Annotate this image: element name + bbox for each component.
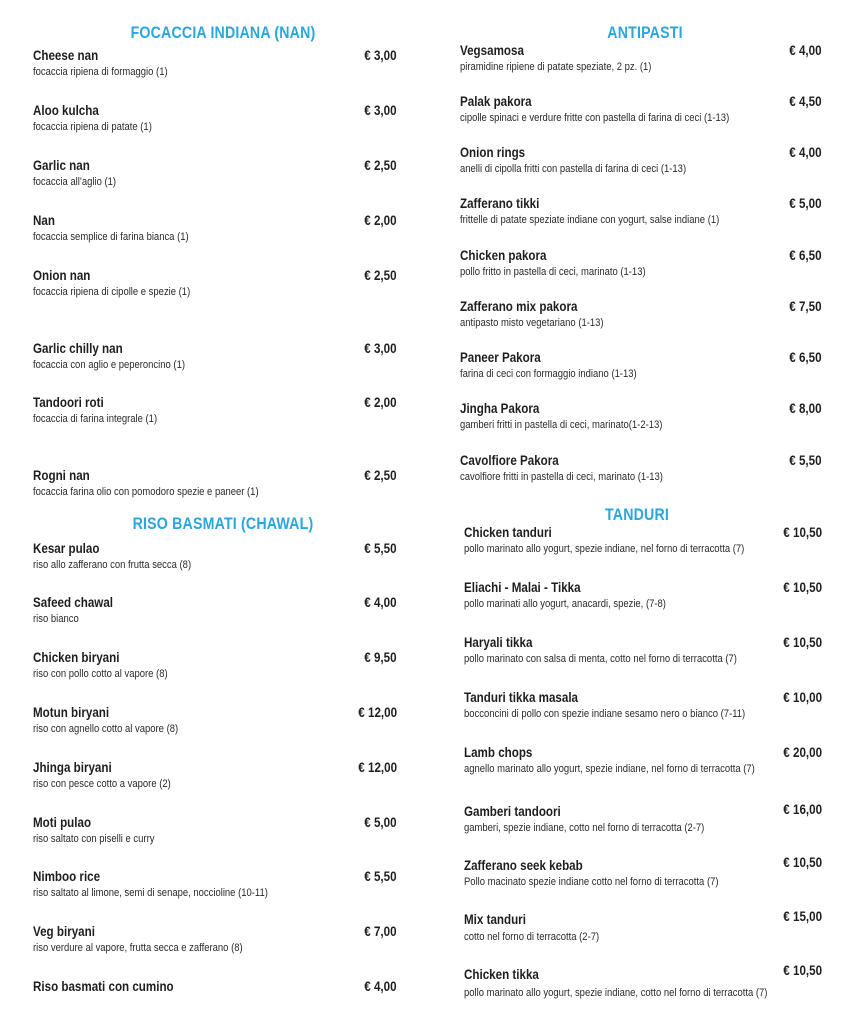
item-name: Chicken pakora	[460, 248, 547, 263]
item-name: Gamberi tandoori	[464, 804, 561, 819]
menu-item	[33, 541, 397, 581]
item-name: Lamb chops	[464, 745, 533, 760]
section-title-antipasti: ANTIPASTI	[607, 24, 683, 42]
menu-item	[464, 690, 822, 730]
menu-item	[460, 43, 822, 83]
item-price: € 4,00	[789, 43, 822, 58]
item-description: farina di ceci con formaggio indiano (1-13)	[460, 368, 637, 380]
item-price: € 2,50	[364, 468, 397, 483]
menu-item	[464, 909, 822, 949]
item-description: anelli di cipolla fritti con pastella di farina di ceci (1-13)	[460, 163, 687, 175]
item-name: Nimboo rice	[33, 869, 101, 884]
menu-item	[460, 401, 822, 441]
menu-item	[33, 395, 397, 435]
menu-item	[464, 802, 822, 842]
item-price: € 2,00	[364, 213, 397, 228]
item-name: Moti pulao	[33, 815, 92, 830]
item-name: Rogni nan	[33, 468, 90, 483]
item-price: € 10,50	[783, 580, 822, 595]
menu-item	[33, 705, 397, 745]
item-name: Zafferano seek kebab	[464, 858, 583, 873]
item-description: antipasto misto vegetariano (1-13)	[460, 317, 604, 329]
item-price: € 7,50	[789, 299, 822, 314]
item-description: pollo marinato con salsa di menta, cotto nel forno di terracotta (7)	[464, 653, 737, 665]
item-name: Palak pakora	[460, 94, 532, 109]
item-description: piramidine ripiene di patate speziate, 2 pz. (1)	[460, 61, 652, 73]
section-title-focaccia: FOCACCIA INDIANA (NAN)	[130, 24, 316, 42]
menu-item	[33, 48, 397, 88]
item-price: € 8,00	[789, 401, 822, 416]
menu-item	[464, 525, 822, 565]
item-name: Zafferano tikki	[460, 196, 540, 211]
item-description: focaccia ripiena di patate (1)	[33, 121, 152, 133]
menu-item	[33, 595, 397, 635]
item-price: € 15,00	[783, 909, 822, 924]
item-name: Tanduri tikka masala	[464, 690, 579, 705]
item-price: € 12,00	[358, 760, 397, 775]
menu-item	[464, 963, 822, 1003]
item-description: pollo marinato allo yogurt, spezie indiane, nel forno di terracotta (7)	[464, 543, 745, 555]
item-description: riso allo zafferano con frutta secca (8)	[33, 559, 192, 571]
item-price: € 10,50	[783, 525, 822, 540]
item-description: riso bianco	[33, 613, 79, 625]
item-price: € 5,00	[789, 196, 822, 211]
item-description: pollo fritto in pastella di ceci, marinato (1-13)	[460, 266, 646, 278]
item-description: riso con pesce cotto a vapore (2)	[33, 778, 171, 790]
item-description: Pollo macinato spezie indiane cotto nel forno di terracotta (7)	[464, 876, 719, 888]
item-name: Safeed chawal	[33, 595, 114, 610]
menu-item	[464, 855, 822, 895]
menu-item	[460, 248, 822, 288]
item-description: focaccia farina olio con pomodoro spezie e paneer (1)	[33, 486, 259, 498]
item-price: € 5,50	[789, 453, 822, 468]
item-name: Chicken tanduri	[464, 525, 552, 540]
menu-item	[464, 635, 822, 675]
item-price: € 20,00	[783, 745, 822, 760]
item-name: Haryali tikka	[464, 635, 533, 650]
item-price: € 4,00	[364, 595, 397, 610]
item-name: Aloo kulcha	[33, 103, 99, 118]
item-price: € 10,50	[783, 963, 822, 978]
item-description: agnello marinato allo yogurt, spezie indiane, nel forno di terracotta (7)	[464, 763, 755, 775]
item-name: Veg biryani	[33, 924, 95, 939]
item-price: € 3,00	[364, 341, 397, 356]
menu-item	[460, 453, 822, 493]
item-price: € 10,50	[783, 635, 822, 650]
menu-item	[464, 580, 822, 620]
item-description: frittelle di patate speziate indiane con yogurt, salse indiane (1)	[460, 214, 720, 226]
item-description: cipolle spinaci e verdure fritte con pastella di farina di ceci (1-13)	[460, 112, 730, 124]
item-price: € 4,50	[789, 94, 822, 109]
item-price: € 5,00	[364, 815, 397, 830]
item-name: Cavolfiore Pakora	[460, 453, 559, 468]
item-name: Kesar pulao	[33, 541, 100, 556]
menu-item	[460, 350, 822, 390]
item-price: € 10,50	[783, 855, 822, 870]
item-name: Chicken biryani	[33, 650, 120, 665]
item-name: Jhinga biryani	[33, 760, 112, 775]
item-description: riso con pollo cotto al vapore (8)	[33, 668, 168, 680]
item-name: Paneer Pakora	[460, 350, 541, 365]
item-description: riso verdure al vapore, frutta secca e zafferano (8)	[33, 942, 243, 954]
item-price: € 2,50	[364, 268, 397, 283]
item-name: Motun biryani	[33, 705, 110, 720]
item-price: € 10,00	[783, 690, 822, 705]
item-name: Riso basmati con cumino	[33, 979, 174, 994]
item-description: pollo marinati allo yogurt, anacardi, spezie, (7-8)	[464, 598, 666, 610]
item-name: Garlic chilly nan	[33, 341, 123, 356]
item-name: Nan	[33, 213, 55, 228]
section-title-tanduri: TANDURI	[604, 506, 669, 524]
item-price: € 3,00	[364, 103, 397, 118]
menu-item	[460, 145, 822, 185]
item-price: € 2,00	[364, 395, 397, 410]
item-description: focaccia ripiena di cipolle e spezie (1)	[33, 286, 191, 298]
item-price: € 7,00	[364, 924, 397, 939]
menu-item	[460, 299, 822, 339]
menu-item	[464, 745, 822, 785]
item-description: riso saltato con piselli e curry	[33, 833, 155, 845]
item-description: cavolfiore fritti in pastella di ceci, marinato (1-13)	[460, 471, 663, 483]
menu-item	[33, 815, 397, 855]
item-price: € 4,00	[789, 145, 822, 160]
item-name: Cheese nan	[33, 48, 99, 63]
item-name: Onion nan	[33, 268, 91, 283]
item-name: Onion rings	[460, 145, 526, 160]
menu-item	[33, 760, 397, 800]
menu-item	[33, 158, 397, 198]
item-description: bocconcini di pollo con spezie indiane sesamo nero o bianco (7-11)	[464, 708, 746, 720]
item-description: riso saltato al limone, semi di senape, noccioline (10-11)	[33, 887, 268, 899]
item-price: € 6,50	[789, 248, 822, 263]
item-description: riso con agnello cotto al vapore (8)	[33, 723, 179, 735]
item-description: gamberi, spezie indiane, cotto nel forno di terracotta (2-7)	[464, 822, 705, 834]
menu-item	[33, 103, 397, 143]
item-description: pollo marinato allo yogurt, spezie indiane, cotto nel forno di terracotta (7)	[464, 987, 768, 999]
menu-item	[460, 94, 822, 134]
menu-item	[33, 468, 397, 508]
item-description: focaccia semplice di farina bianca (1)	[33, 231, 189, 243]
menu-item	[33, 979, 397, 1019]
item-description: cotto nel forno di terracotta (2-7)	[464, 931, 600, 943]
item-price: € 16,00	[783, 802, 822, 817]
item-name: Tandoori roti	[33, 395, 104, 410]
item-price: € 5,50	[364, 541, 397, 556]
item-price: € 9,50	[364, 650, 397, 665]
item-description: gamberi fritti in pastella di ceci, marinato(1-2-13)	[460, 419, 663, 431]
item-description: focaccia ripiena di formaggio (1)	[33, 66, 168, 78]
item-name: Jingha Pakora	[460, 401, 540, 416]
item-name: Zafferano mix pakora	[460, 299, 578, 314]
menu-item	[33, 924, 397, 964]
item-name: Garlic nan	[33, 158, 90, 173]
item-price: € 6,50	[789, 350, 822, 365]
menu-item	[33, 869, 397, 909]
item-name: Vegsamosa	[460, 43, 524, 58]
section-title-riso: RISO BASMATI (CHAWAL)	[132, 515, 314, 533]
menu-item	[33, 213, 397, 253]
item-description: focaccia con aglio e peperoncino (1)	[33, 359, 185, 371]
item-price: € 4,00	[364, 979, 397, 994]
item-description: focaccia all’aglio (1)	[33, 176, 117, 188]
item-price: € 3,00	[364, 48, 397, 63]
item-name: Mix tanduri	[464, 912, 526, 927]
item-price: € 5,50	[364, 869, 397, 884]
menu-item	[33, 341, 397, 381]
menu-item	[460, 196, 822, 236]
item-price: € 2,50	[364, 158, 397, 173]
menu-item	[33, 650, 397, 690]
item-description: focaccia di farina integrale (1)	[33, 413, 158, 425]
item-name: Eliachi - Malai - Tikka	[464, 580, 581, 595]
item-price: € 12,00	[358, 705, 397, 720]
menu-item	[33, 268, 397, 308]
item-name: Chicken tikka	[464, 967, 539, 982]
